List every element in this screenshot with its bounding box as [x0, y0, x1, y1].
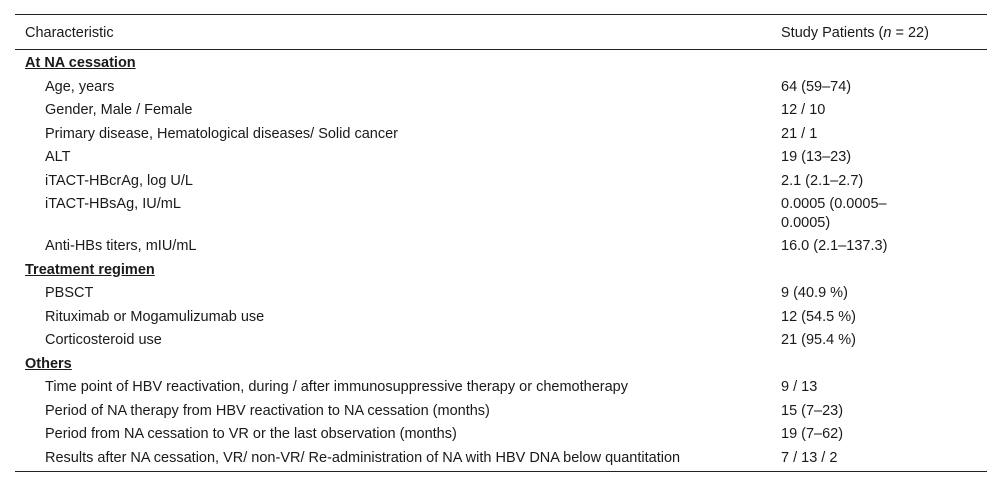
- row-label: Gender, Male / Female: [45, 102, 193, 118]
- row-value: 21 (95.4 %): [781, 332, 856, 348]
- table-row: [15, 282, 987, 306]
- table-row: [15, 169, 987, 193]
- table-row: [15, 99, 987, 123]
- table-row: [15, 446, 987, 472]
- row-value: 0.0005 (0.0005–0.0005): [781, 196, 887, 231]
- row-value: 21 / 1: [781, 125, 818, 142]
- header-prefix: Study Patients (: [781, 25, 884, 41]
- row-label: Anti-HBs titers, mIU/mL: [45, 238, 197, 254]
- table-row: [15, 75, 987, 99]
- row-label: Primary disease, Hematological diseases/ Solid cancer: [45, 125, 398, 142]
- row-value: 15 (7–23): [781, 402, 844, 419]
- row-value: 64 (59–74): [781, 78, 852, 95]
- header-study-patients: [771, 15, 987, 50]
- table-header-row: [15, 15, 987, 50]
- row-label: Period from NA cessation to VR or the last observation (months): [45, 426, 457, 442]
- section-title: At NA cessation: [25, 55, 136, 71]
- table-row: [15, 399, 987, 423]
- row-value: 16.0 (2.1–137.3): [781, 238, 888, 254]
- row-label: Rituximab or Mogamulizumab use: [45, 308, 265, 325]
- table-row: [15, 235, 987, 259]
- row-label: Corticosteroid use: [45, 332, 162, 348]
- section-title: Treatment regimen: [25, 261, 155, 278]
- table-row: [15, 122, 987, 146]
- row-label: Results after NA cessation, VR/ non-VR/ Re-administration of NA with HBV DNA below quantitation: [15, 446, 771, 472]
- row-value: 2.1 (2.1–2.7): [781, 172, 864, 189]
- table-row: [15, 146, 987, 170]
- header-suffix: = 22): [891, 25, 929, 41]
- table-row: [15, 329, 987, 353]
- row-value: 9 / 13: [781, 379, 818, 395]
- table-row: [15, 423, 987, 447]
- row-label: Time point of HBV reactivation, during / after immunosuppressive therapy or chemotherapy: [45, 379, 628, 395]
- header-characteristic: Characteristic: [15, 15, 771, 50]
- row-value: 19 (7–62): [781, 426, 844, 442]
- row-value: 9 (40.9 %): [781, 285, 848, 301]
- table-row: [15, 376, 987, 400]
- row-label: PBSCT: [45, 285, 94, 301]
- row-label: Period of NA therapy from HBV reactivation to NA cessation (months): [45, 402, 490, 419]
- row-value: 19 (13–23): [781, 149, 852, 165]
- section-title: Others: [25, 355, 72, 372]
- characteristics-table: [15, 14, 987, 472]
- section-row: [15, 258, 987, 282]
- table-row: [15, 193, 987, 235]
- section-row: [15, 50, 987, 76]
- row-value: 12 (54.5 %): [781, 308, 856, 325]
- header-n: n: [883, 25, 892, 41]
- row-value: 7 / 13 / 2: [771, 446, 987, 472]
- row-label: iTACT-HBsAg, IU/mL: [45, 196, 181, 212]
- section-row: [15, 352, 987, 376]
- table-row: [15, 305, 987, 329]
- row-value: 12 / 10: [781, 102, 826, 118]
- row-label: Age, years: [45, 78, 115, 95]
- row-label: iTACT-HBcrAg, log U/L: [45, 172, 193, 189]
- row-label: ALT: [45, 149, 71, 165]
